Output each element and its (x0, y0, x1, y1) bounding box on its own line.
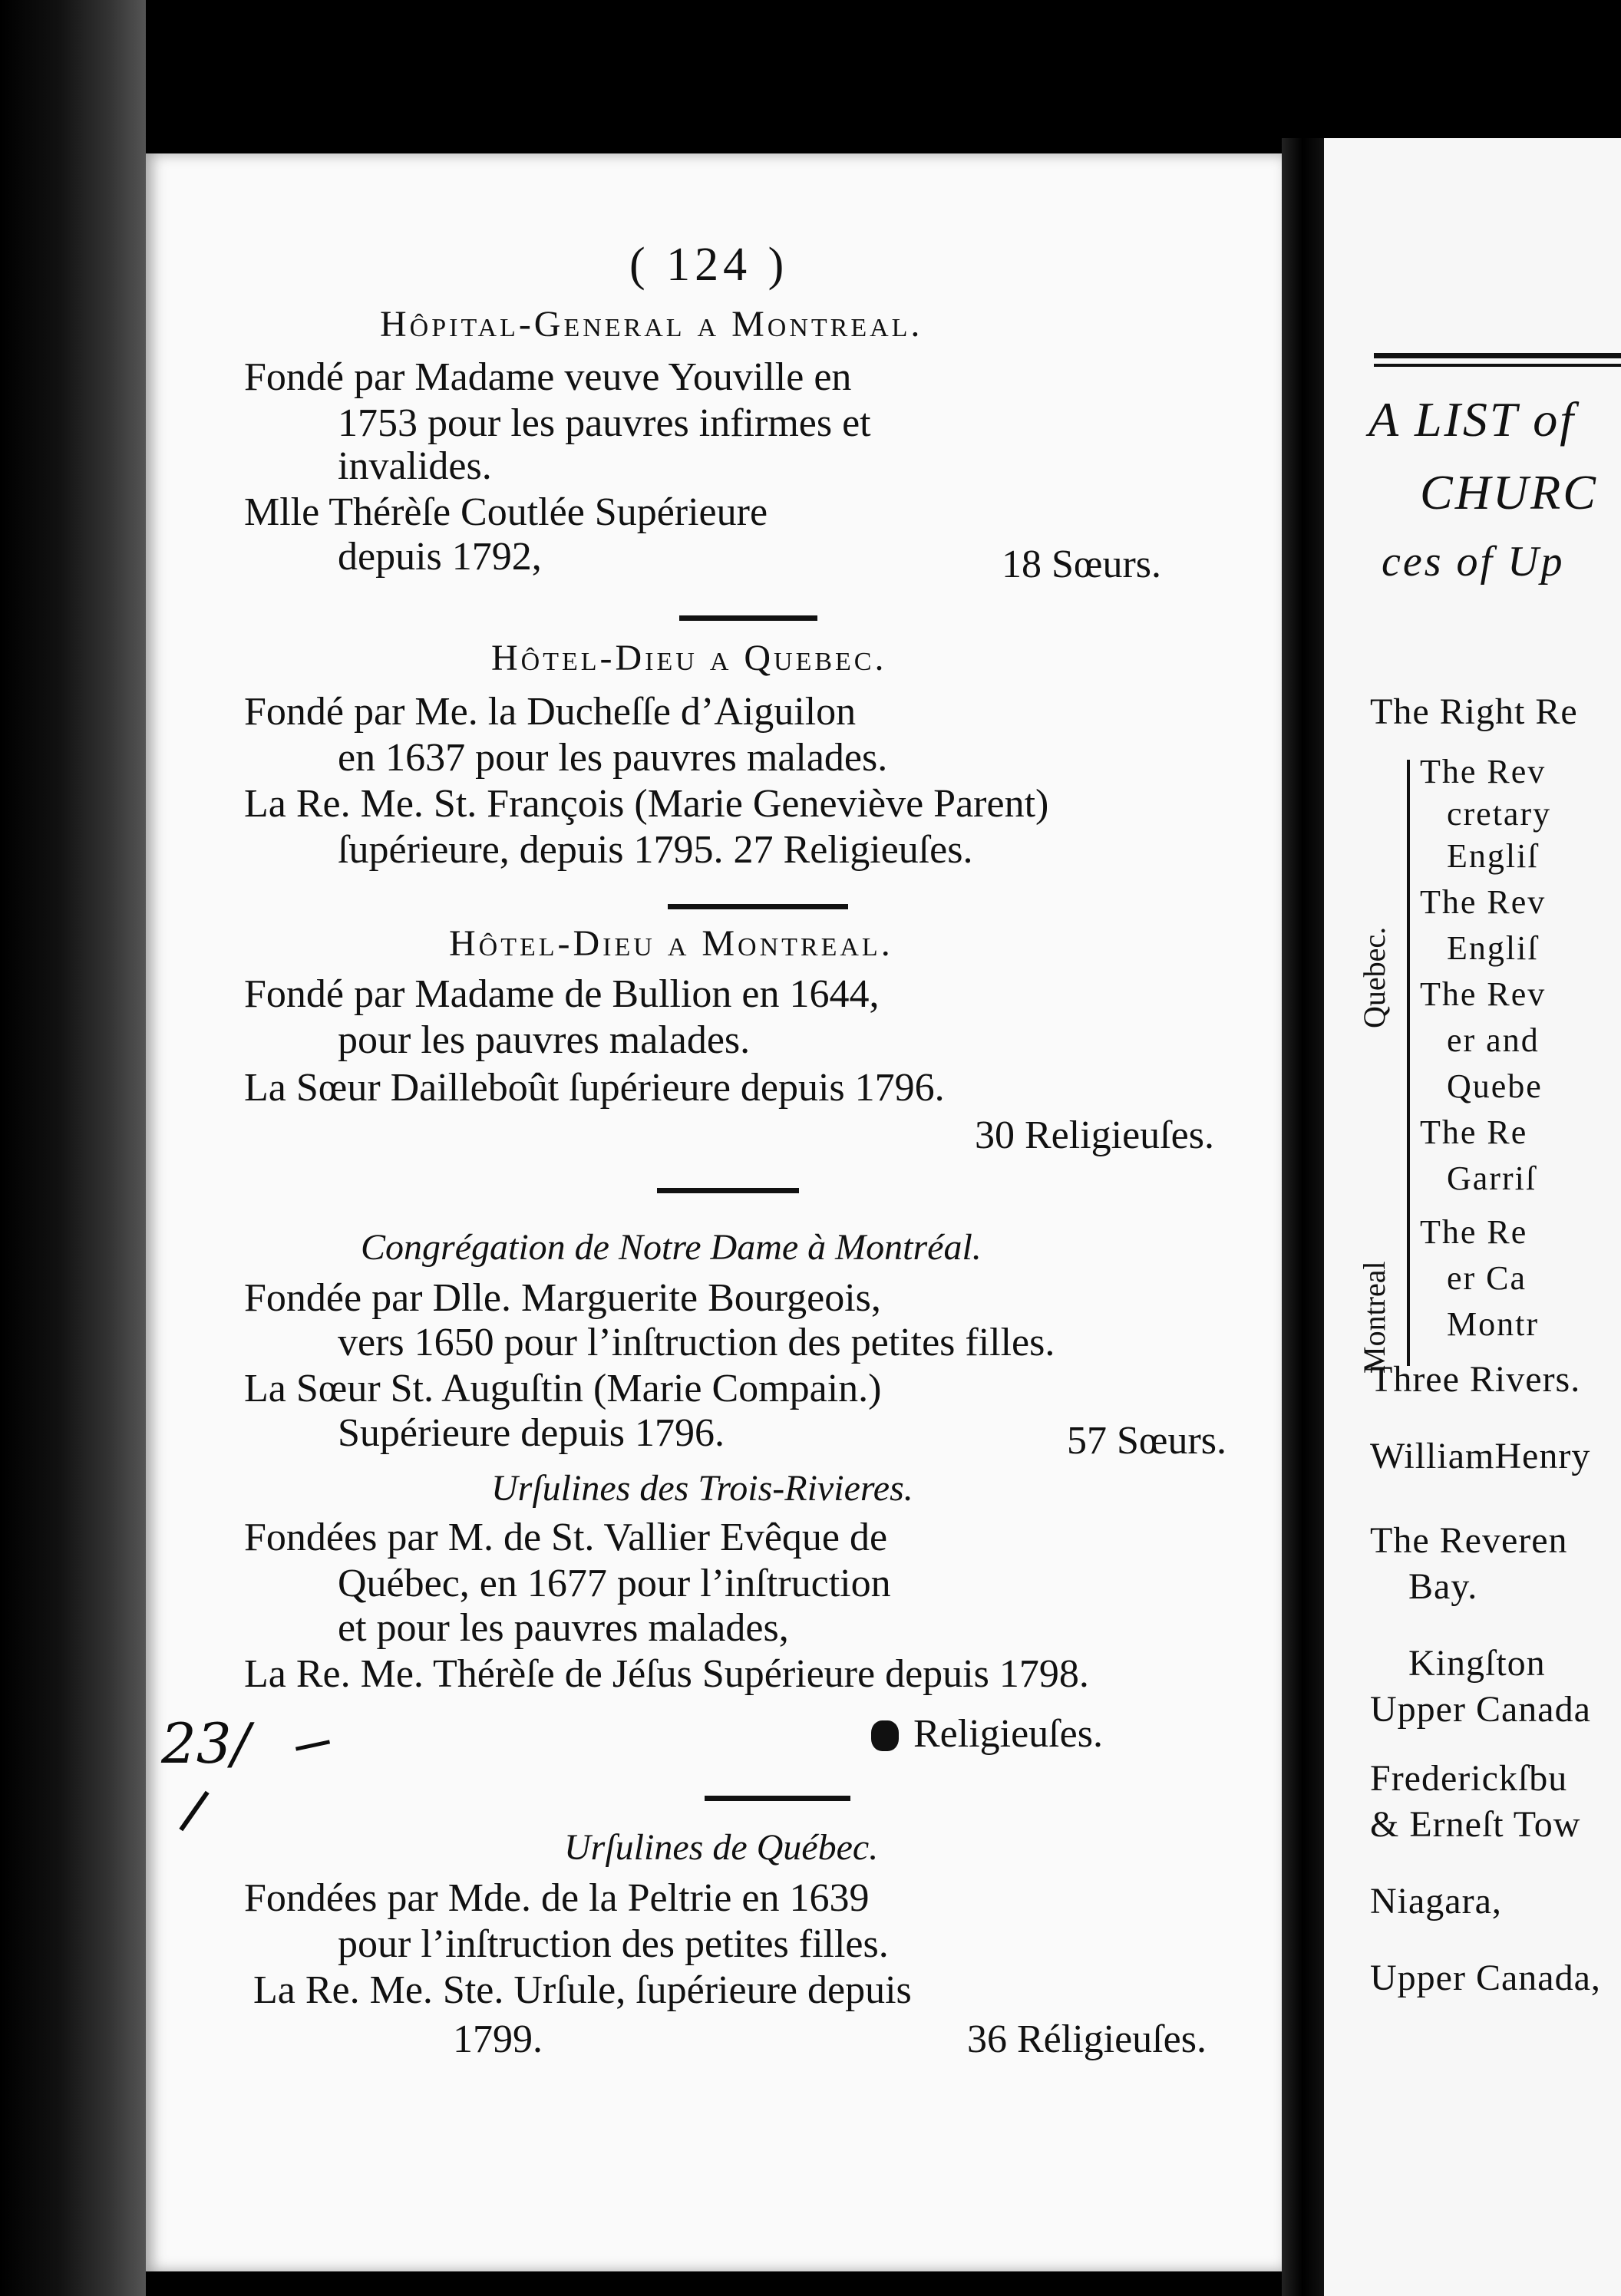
divider-rule (668, 904, 848, 909)
list-entry: er Ca (1447, 1259, 1527, 1297)
pen-stroke (179, 1791, 209, 1832)
section-heading: Congrégation de Notre Dame à Montréal. (361, 1227, 982, 1268)
section-heading: Hôtel-Dieu a Montreal. (449, 923, 893, 964)
ink-blot (871, 1720, 899, 1751)
list-entry: Upper Canada (1370, 1689, 1591, 1730)
list-title: A LIST of (1368, 392, 1576, 447)
divider-rule (679, 615, 817, 621)
text-line: en 1637 pour les pauvres malades. (338, 736, 888, 780)
text-line: pour les pauvres malades. (338, 1018, 751, 1062)
text-line: Fondées par M. de St. Vallier Evêque de (244, 1516, 888, 1559)
list-entry: Bay. (1408, 1566, 1478, 1607)
list-entry: Frederickſbu (1370, 1758, 1568, 1799)
pen-stroke (295, 1740, 330, 1750)
list-entry: Niagara, (1370, 1881, 1502, 1922)
text-line: Religieuſes. (913, 1712, 1103, 1756)
list-entry: Kingſton (1408, 1643, 1546, 1684)
text-line: La Sœur Dailleboût ſupérieure depuis 1796. (244, 1066, 945, 1110)
text-line: Mlle Thérèſe Coutlée Supérieure (244, 490, 768, 534)
double-rule-bottom (1374, 364, 1621, 367)
text-line: 57 Sœurs. (1067, 1419, 1227, 1463)
text-line: 1799. (453, 2017, 543, 2061)
text-line: Fondées par Mde. de la Peltrie en 1639 (244, 1876, 870, 1920)
list-entry: Engliſ (1447, 837, 1539, 875)
side-label-montreal: Montreal (1357, 1261, 1392, 1374)
section-heading: Hôpital-General a Montreal. (380, 304, 923, 345)
list-entry: The Right Re (1370, 691, 1578, 732)
side-label-quebec: Quebec. (1357, 926, 1392, 1028)
list-entry: The Reveren (1370, 1520, 1568, 1561)
text-line: ſupérieure, depuis 1795. 27 Religieuſes. (338, 828, 973, 872)
section-heading: Urſulines des Trois-Rivieres. (491, 1468, 913, 1509)
text-line: pour l’inſtruction des petites filles. (338, 1922, 889, 1966)
list-entry: Upper Canada, (1370, 1958, 1601, 1998)
text-line: depuis 1792, (338, 535, 542, 579)
divider-rule (657, 1188, 799, 1193)
text-line: Fondé par Me. la Ducheſſe d’Aiguilon (244, 690, 857, 734)
section-heading: Urſulines de Québec. (564, 1827, 879, 1868)
text-line: invalides. (338, 444, 492, 488)
text-line: 30 Religieuſes. (975, 1113, 1214, 1157)
list-entry: The Re (1420, 1113, 1528, 1151)
text-line: 1753 pour les pauvres infirmes et (338, 401, 871, 445)
text-line: La Re. Me. Ste. Urſule, ſupérieure depuis (253, 1968, 912, 2012)
bracket (1407, 1228, 1410, 1366)
right-page (1324, 138, 1621, 2296)
text-line: vers 1650 pour l’inſtruction des petites filles. (338, 1321, 1055, 1364)
text-line: et pour les pauvres malades, (338, 1606, 789, 1650)
list-entry: & Erneſt Tow (1370, 1804, 1581, 1845)
book-binding (0, 0, 146, 2296)
list-entry: Three Rivers. (1370, 1359, 1581, 1400)
list-entry: cretary (1447, 795, 1552, 833)
list-entry: The Re (1420, 1213, 1528, 1251)
text-line: La Re. Me. Thérèſe de Jéſus Supérieure depuis 1798. (244, 1652, 1089, 1696)
list-entry: Engliſ (1447, 929, 1539, 967)
divider-rule (705, 1796, 850, 1801)
section-heading: Hôtel-Dieu a Quebec. (491, 638, 887, 678)
left-page (146, 153, 1282, 2271)
list-entry: Quebe (1447, 1067, 1543, 1105)
page-number: ( 124 ) (629, 239, 789, 291)
bracket (1407, 760, 1410, 1259)
text-line: La Sœur St. Auguſtin (Marie Compain.) (244, 1367, 882, 1410)
list-entry: er and (1447, 1021, 1540, 1059)
list-title: CHURC (1420, 465, 1598, 520)
text-line: 18 Sœurs. (1002, 543, 1162, 586)
list-entry: Montr (1447, 1305, 1539, 1343)
page-gutter (1282, 138, 1324, 2296)
list-title: ces of Up (1382, 538, 1565, 586)
list-entry: Garriſ (1447, 1160, 1537, 1197)
text-line: 36 Réligieuſes. (967, 2017, 1207, 2061)
list-entry: The Rev (1420, 975, 1547, 1013)
list-entry: The Rev (1420, 753, 1547, 790)
text-line: Fondé par Madame veuve Youville en (244, 355, 852, 399)
margin-note: 23/ (161, 1711, 250, 1776)
text-line: Québec, en 1677 pour l’inſtruction (338, 1562, 891, 1605)
text-line: La Re. Me. St. François (Marie Geneviève Parent) (244, 782, 1049, 826)
list-entry: The Rev (1420, 883, 1547, 921)
text-line: Fondée par Dlle. Marguerite Bourgeois, (244, 1276, 881, 1320)
list-entry: WilliamHenry (1370, 1436, 1591, 1476)
text-line: Fondé par Madame de Bullion en 1644, (244, 972, 880, 1016)
text-line: Supérieure depuis 1796. (338, 1411, 725, 1455)
double-rule-top (1374, 353, 1621, 358)
